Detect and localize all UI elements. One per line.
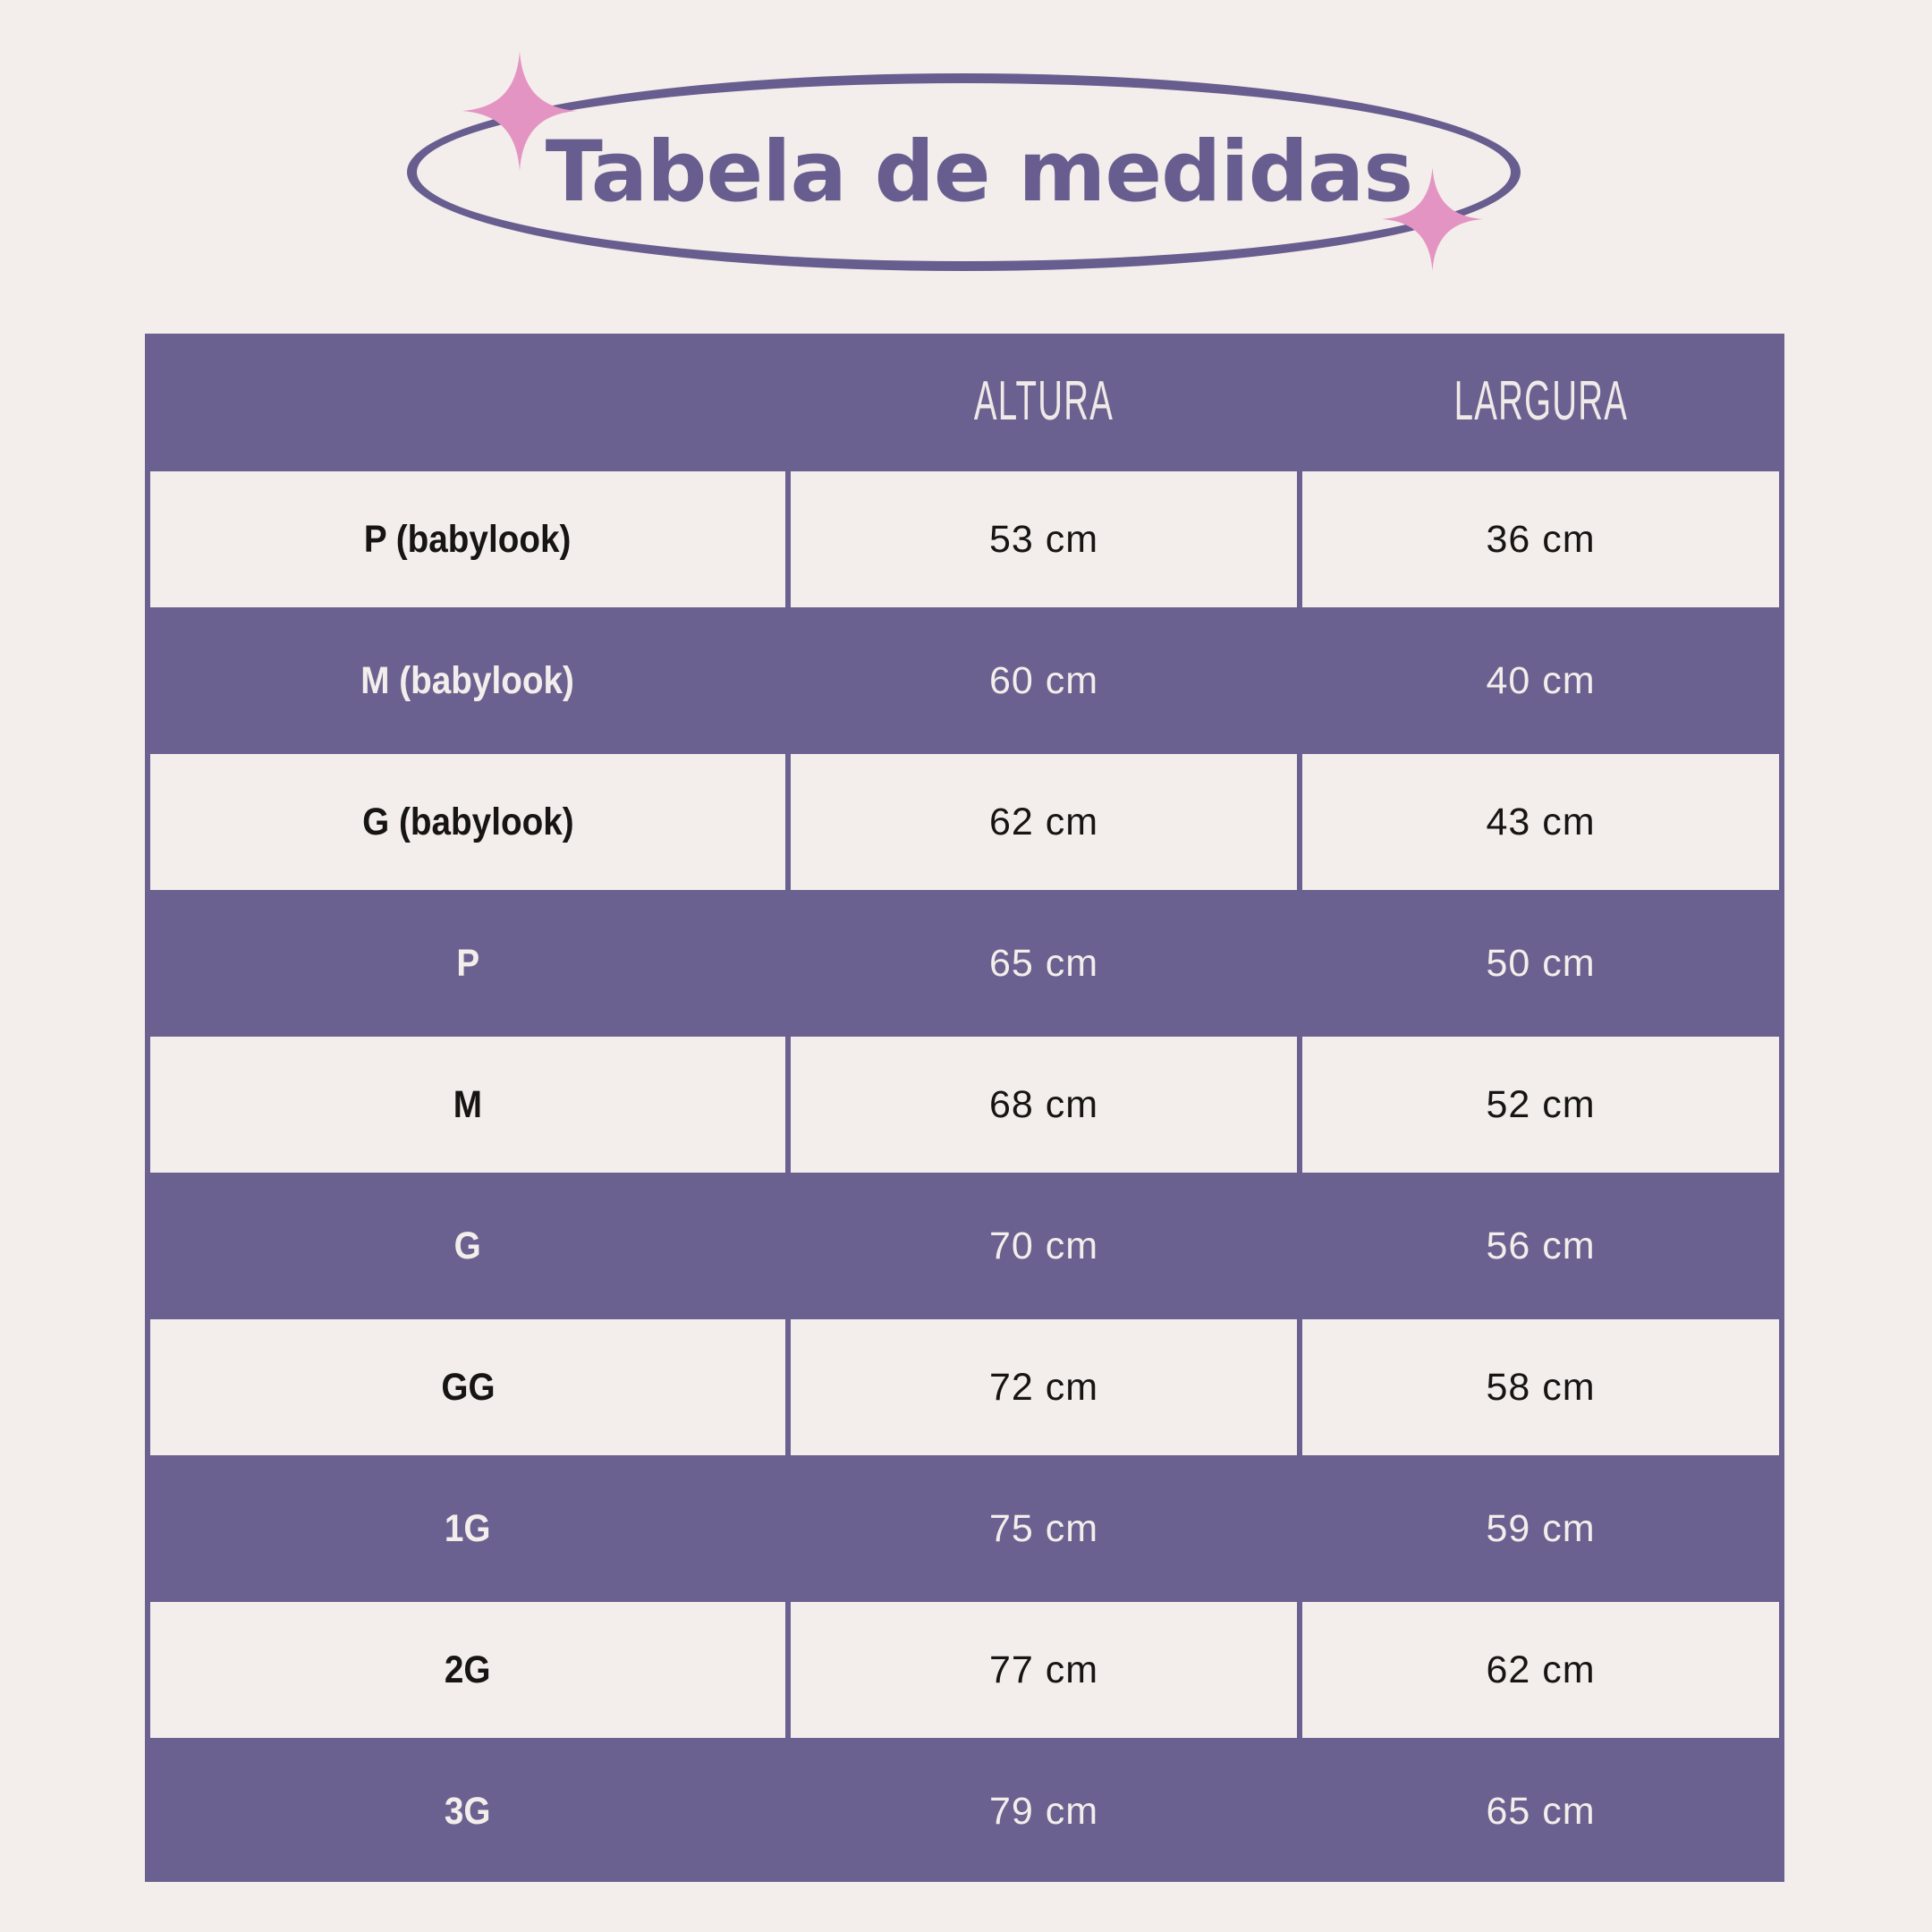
altura-value-cell xyxy=(791,1319,1297,1455)
largura-value-cell xyxy=(1302,1602,1779,1738)
page-title: Tabela de medidas xyxy=(545,123,1413,221)
largura-value-cell xyxy=(1302,471,1779,607)
altura-value-cell xyxy=(791,1037,1297,1173)
size-label-cell-text: G (babylook) xyxy=(361,800,574,843)
altura-value-cell-text: 75 cm xyxy=(988,1506,1099,1550)
size-label-cell xyxy=(150,471,785,607)
size-label-cell-text: G xyxy=(453,1224,482,1267)
size-label-cell-text: M (babylook) xyxy=(360,658,575,702)
size-label-cell xyxy=(150,1175,785,1317)
table-row xyxy=(145,1458,1784,1599)
largura-value-cell-text: 62 cm xyxy=(1486,1648,1596,1691)
header-cell-altura-label: ALTURA xyxy=(973,370,1114,432)
altura-value-cell xyxy=(791,893,1297,1034)
altura-value-cell-text: 72 cm xyxy=(988,1365,1099,1409)
largura-value-cell-text: 43 cm xyxy=(1486,800,1596,843)
altura-value-cell xyxy=(791,754,1297,890)
size-label-cell xyxy=(150,1458,785,1599)
size-label-cell-text: GG xyxy=(440,1365,496,1409)
table-row xyxy=(145,1317,1784,1458)
largura-value-cell xyxy=(1302,1037,1779,1173)
size-label-cell xyxy=(150,1319,785,1455)
largura-value-cell-text: 65 cm xyxy=(1486,1789,1596,1833)
size-label-cell-text: 2G xyxy=(445,1648,491,1691)
size-label-cell xyxy=(150,893,785,1034)
largura-value-cell-text: 59 cm xyxy=(1486,1506,1596,1550)
table-body xyxy=(145,469,1784,1882)
largura-value-cell-text: 52 cm xyxy=(1486,1082,1596,1126)
altura-value-cell-text: 62 cm xyxy=(988,800,1099,843)
size-label-cell xyxy=(150,610,785,751)
measurements-table xyxy=(145,334,1784,1882)
size-label-cell xyxy=(150,1741,785,1882)
size-label-cell-text: 1G xyxy=(445,1506,491,1550)
altura-value-cell xyxy=(791,610,1297,751)
altura-value-cell xyxy=(791,1602,1297,1738)
largura-value-cell-text: 40 cm xyxy=(1486,658,1596,702)
altura-value-cell-text: 60 cm xyxy=(988,658,1099,702)
size-label-cell xyxy=(150,1037,785,1173)
size-label-cell-text: P xyxy=(456,941,479,985)
altura-value-cell-text: 70 cm xyxy=(988,1224,1099,1267)
largura-value-cell-text: 36 cm xyxy=(1486,517,1596,561)
largura-value-cell xyxy=(1302,893,1779,1034)
altura-value-cell-text: 77 cm xyxy=(988,1648,1099,1691)
largura-value-cell xyxy=(1302,610,1779,751)
altura-value-cell-text: 53 cm xyxy=(988,517,1099,561)
altura-value-cell-text: 79 cm xyxy=(988,1789,1099,1833)
largura-value-cell-text: 58 cm xyxy=(1486,1365,1596,1409)
table-header-row xyxy=(145,334,1784,469)
table-row xyxy=(145,1599,1784,1741)
altura-value-cell-text: 65 cm xyxy=(988,941,1099,985)
size-label-cell-text: M xyxy=(453,1082,483,1126)
altura-value-cell xyxy=(791,471,1297,607)
header-cell-largura xyxy=(1302,334,1779,469)
largura-value-cell-text: 50 cm xyxy=(1486,941,1596,985)
largura-value-cell xyxy=(1302,1741,1779,1882)
size-label-cell xyxy=(150,1602,785,1738)
table-row xyxy=(145,1034,1784,1175)
table-row xyxy=(145,1741,1784,1882)
header-cell-largura-label: LARGURA xyxy=(1453,370,1628,432)
size-label-cell-text: P (babylook) xyxy=(364,517,572,561)
altura-value-cell xyxy=(791,1175,1297,1317)
table-row xyxy=(145,610,1784,751)
table-row xyxy=(145,751,1784,893)
header-cell-altura xyxy=(791,334,1297,469)
size-label-cell-text: 3G xyxy=(445,1789,491,1833)
largura-value-cell xyxy=(1302,1175,1779,1317)
largura-value-cell xyxy=(1302,1458,1779,1599)
largura-value-cell-text: 56 cm xyxy=(1486,1224,1596,1267)
table-row xyxy=(145,1175,1784,1317)
table-row xyxy=(145,893,1784,1034)
header-cell-size xyxy=(150,334,785,469)
table-row xyxy=(145,469,1784,610)
size-label-cell xyxy=(150,754,785,890)
altura-value-cell-text: 68 cm xyxy=(988,1082,1099,1126)
largura-value-cell xyxy=(1302,754,1779,890)
largura-value-cell xyxy=(1302,1319,1779,1455)
altura-value-cell xyxy=(791,1458,1297,1599)
altura-value-cell xyxy=(791,1741,1297,1882)
